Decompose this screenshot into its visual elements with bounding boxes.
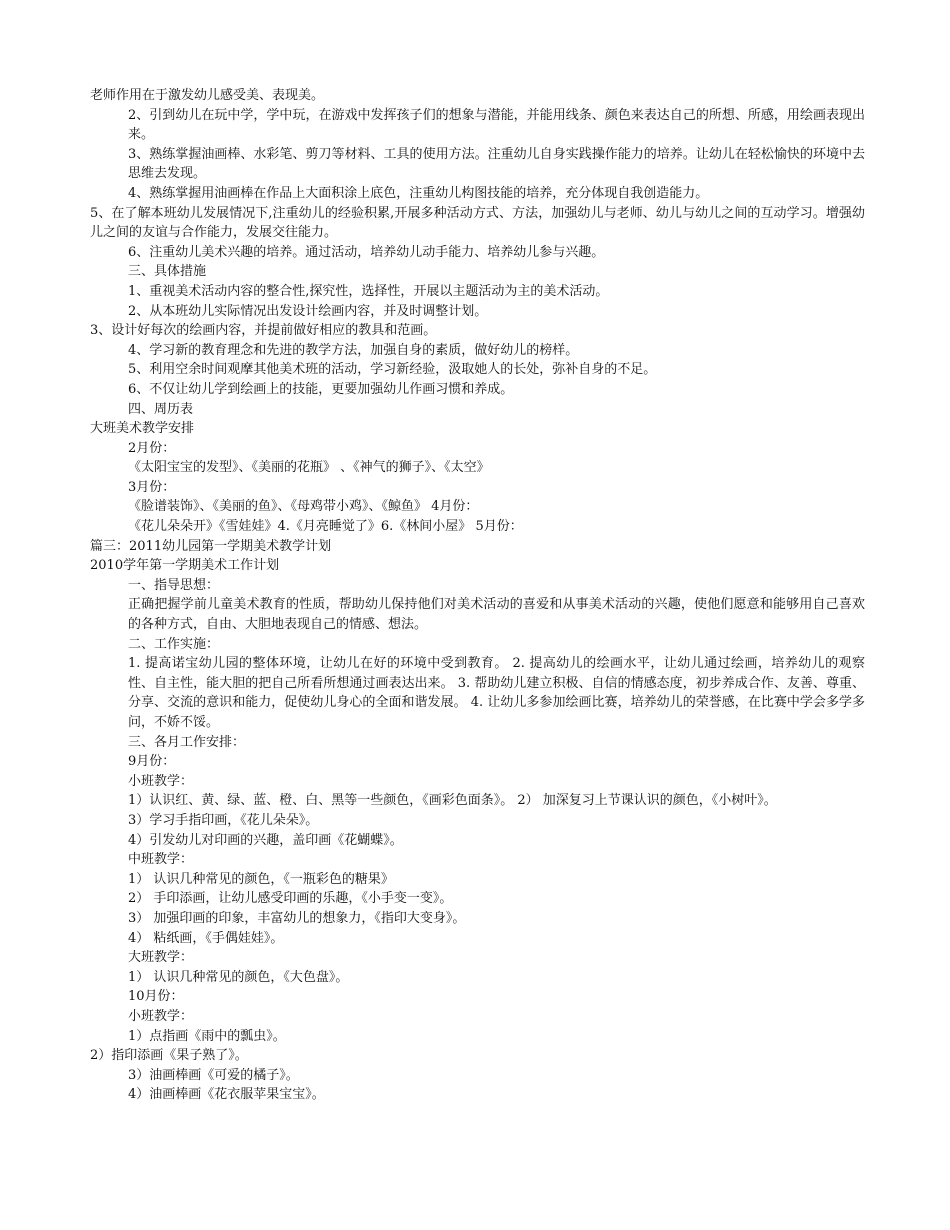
text-line: 4、熟练掌握用油画棒在作品上大面积涂上底色，注重幼儿构图技能的培养，充分体现自我创造能力。 [128,185,709,201]
text-line: 三、各月工作安排： [128,734,246,750]
text-line: 2月份： [128,440,176,456]
text-line: 2、引到幼儿在玩中学，学中玩，在游戏中发挥孩子们的想象与潜能，并能用线条、颜色来表达自己的所想、所感，用绘画表现出来。 [128,107,865,143]
text-line: 一、指导思想： [128,577,220,593]
text-line: 正确把握学前儿童美术教育的性质，帮助幼儿保持他们对美术活动的喜爱和从事美术活动的兴趣，使他们愿意和能够用自己喜欢的各种方式，自由、大胆地表现自己的情感、想法。 [128,597,865,633]
text-line: 4） 粘纸画，《手偶娃娃》。 [128,930,284,946]
text-line: 三、具体措施 [128,264,207,280]
document-page [90,86,865,1105]
text-line: 小班教学： [128,1008,194,1024]
text-line: 大班美术教学安排 [90,421,195,437]
text-line: 老师作用在于激发幼儿感受美、表现美。 [90,88,325,103]
text-line: 9月份： [128,754,176,770]
text-line: 中班教学： [128,852,194,868]
text-line: 3） 加强印画的印象，丰富幼儿的想象力，《指印大变身》。 [128,910,466,926]
text-line: 3）油画棒画《可爱的橘子》。 [128,1067,299,1083]
text-line: 4、学习新的教育理念和先进的教学方法，加强自身的素质，做好幼儿的榜样。 [128,342,579,358]
text-line: 二、工作实施： [128,636,220,652]
text-line: 1）点指画《雨中的瓢虫》。 [128,1028,286,1044]
text-line: 2） 手印添画，让幼儿感受印画的乐趣，《小手变一变》。 [128,891,453,907]
text-line: 《脸谱装饰》、《美丽的鱼》、《母鸡带小鸡》、《鲸鱼》 4月份： [128,499,479,515]
text-line: 2、从本班幼儿实际情况出发设计绘画内容，并及时调整计划。 [128,303,488,319]
text-line: 6、注重幼儿美术兴趣的培养。通过活动，培养幼儿动手能力、培养幼儿参与兴趣。 [128,244,605,260]
text-line: 4）油画棒画《花衣服苹果宝宝》。 [128,1087,325,1103]
text-line: 篇三：2011幼儿园第一学期美术教学计划 [90,538,332,554]
text-line: 1. 提高诺宝幼儿园的整体环境，让幼儿在好的环境中受到教育。 2. 提高幼儿的绘画水平，让幼儿通过绘画，培养幼儿的观察性、自主性，能大胆的把自己所看所想通过画表达出来。 3. 帮助幼儿建立积极、自信的情感态度，初步养成合作、友善、尊重、分享、交流的意识和能力，促使幼儿身心的全面和谐发展。 4. 让幼儿多参加绘画比赛，培养幼儿的荣誉感，在比赛中学会多学多问，不娇不馁。 [128,656,865,730]
text-line: 四、周历表 [128,401,194,417]
text-line: 1、重视美术活动内容的整合性,探究性，选择性，开展以主题活动为主的美术活动。 [128,283,609,299]
text-line: 大班教学： [128,950,194,966]
text-line: 6、不仅让幼儿学到绘画上的技能，更要加强幼儿作画习惯和养成。 [128,381,514,397]
text-line: 小班教学： [128,773,194,789]
text-line: 4）引发幼儿对印画的兴趣，盖印画《花蝴蝶》。 [128,832,403,848]
text-line: 5、利用空余时间观摩其他美术班的活动，学习新经验，汲取她人的长处，弥补自身的不足。 [128,362,657,378]
text-line: 2010学年第一学期美术工作计划 [90,558,280,574]
text-line: 3、熟练掌握油画棒、水彩笔、剪刀等材料、工具的使用方法。注重幼儿自身实践操作能力的培养。让幼儿在轻松愉快的环境中去思维去发现。 [128,146,865,182]
text-line: 1） 认识几种常见的颜色，《大色盘》。 [128,969,349,985]
text-line: 《太阳宝宝的发型》、《美丽的花瓶》 、《神气的狮子》、《太空》 [128,460,490,476]
text-line: 1） 认识几种常见的颜色，《一瓶彩色的糖果》 [128,871,394,887]
text-line: 《花儿朵朵开》《雪娃娃》4.《月亮睡觉了》6.《林间小屋》 5月份： [128,519,523,535]
text-line: 3月份： [128,479,176,495]
text-line: 5、在了解本班幼儿发展情况下,注重幼儿的经验积累,开展多种活动方式、方法，加强幼儿与老师、幼儿与幼儿之间的互动学习。增强幼儿之间的友谊与合作能力，发展交往能力。 [90,205,865,241]
text-line: 10月份： [128,989,184,1005]
text-line: 3、设计好每次的绘画内容，并提前做好相应的教具和范画。 [90,323,437,339]
text-line: 3）学习手指印画，《花儿朵朵》。 [128,812,319,828]
text-line: 2）指印添画《果子熟了》。 [90,1048,248,1064]
text-line: 1）认识红、黄、绿、蓝、橙、白、黑等一些颜色，《画彩色面条》。 2） 加深复习上节课认识的颜色，《小树叶》。 [128,793,777,809]
